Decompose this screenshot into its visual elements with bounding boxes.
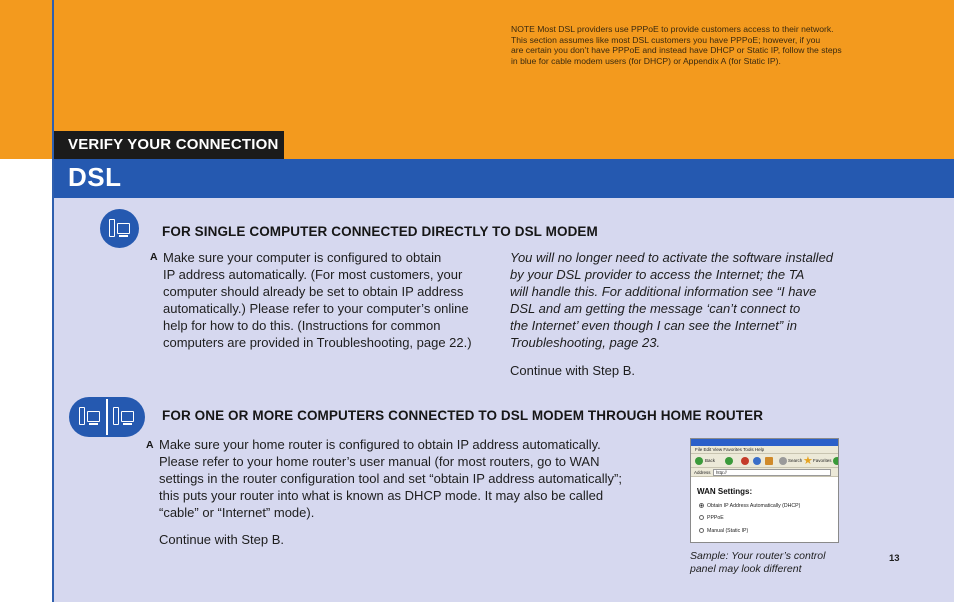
forward-icon <box>725 457 733 465</box>
wan-option <box>699 528 748 534</box>
address-value: http:// <box>716 470 727 475</box>
refresh-icon <box>753 457 761 465</box>
menu-bar: File Edit View Favorites Tools Help <box>691 446 838 454</box>
option-label: Manual (Static IP) <box>707 528 749 534</box>
text-line: the Internet’ even though I can see the Internet” in <box>510 318 797 333</box>
stop-icon <box>741 457 749 465</box>
dsl-title-bar <box>54 159 954 198</box>
text-line: Make sure your computer is configured to obtain <box>163 250 442 265</box>
continue-text: Continue with Step B. <box>510 363 636 378</box>
screenshot-caption <box>690 550 850 576</box>
left-rule <box>52 0 54 602</box>
single-computer-icon <box>100 209 139 248</box>
text-line: Troubleshooting, page 23. <box>510 335 661 350</box>
radio-icon <box>699 528 704 533</box>
text-line: DSL and am getting the message ‘can’t connect to <box>510 301 801 316</box>
text-line: “cable” or “Internet” mode). <box>159 505 315 520</box>
text-line: settings in the router configuration tool and set “obtain IP address automatically”; <box>159 471 622 486</box>
activation-note <box>510 249 860 351</box>
section-heading-home-router: FOR ONE OR MORE COMPUTERS CONNECTED TO DSL MODEM THROUGH HOME ROUTER <box>162 408 764 423</box>
text-line: panel may look different <box>690 563 802 575</box>
router-panel-screenshot <box>690 438 839 543</box>
router-instructions <box>159 436 669 521</box>
search-label: Search <box>788 458 803 463</box>
back-label: Back <box>705 458 716 463</box>
option-label: PPPoE <box>707 515 724 521</box>
text-line: by your DSL provider to access the Internet; the TA <box>510 267 805 282</box>
step-letter: A <box>150 251 158 263</box>
address-field <box>713 469 831 476</box>
text-line: You will no longer need to activate the software installed <box>510 250 834 265</box>
text-line: IP address automatically. (For most customers, your <box>163 267 463 282</box>
icon-divider <box>106 399 108 435</box>
search-icon <box>779 457 787 465</box>
note-line: are certain you don’t have PPPoE and instead have DHCP or Static IP, follow the steps <box>511 45 842 56</box>
address-label: Address <box>694 470 711 475</box>
left-margin <box>0 159 52 602</box>
continue-text: Continue with Step B. <box>159 532 285 547</box>
verify-connection-tab: VERIFY YOUR CONNECTION <box>54 131 284 159</box>
favorites-icon: ★ <box>803 455 813 467</box>
section-heading-single-computer: FOR SINGLE COMPUTER CONNECTED DIRECTLY TO DSL MODEM <box>162 224 598 239</box>
text-line: computer should already be set to obtain IP address <box>163 284 464 299</box>
two-computers-icon <box>69 397 145 437</box>
step-letter: A <box>146 439 154 451</box>
address-bar <box>691 468 838 477</box>
note-line: NOTE Most DSL providers use PPPoE to provide customers access to their network. <box>511 24 834 34</box>
text-line: Please refer to your home router’s user manual (for most routers, go to WAN <box>159 454 600 469</box>
browser-toolbar <box>691 454 838 468</box>
favorites-label: Favorites <box>813 458 832 463</box>
wan-settings-title: WAN Settings: <box>697 487 753 496</box>
text-line: this puts your router into what is known as DHCP mode. It may also be called <box>159 488 604 503</box>
text-line: help for how to do this. (Instructions for common <box>163 318 441 333</box>
text-line: computers are provided in Troubleshooting, page 22.) <box>163 335 472 350</box>
note-line: This section assumes like most DSL customers you have PPPoE; however, if you <box>511 34 821 45</box>
page-number: 13 <box>889 553 900 564</box>
option-label: Obtain IP Address Automatically (DHCP) <box>707 503 801 509</box>
note-line: in blue for cable modem users (for DHCP) or Appendix A (for Static IP). <box>511 55 781 66</box>
dsl-note <box>511 24 861 66</box>
text-line: Make sure your home router is configured to obtain IP address automatically. <box>159 437 601 452</box>
text-line: automatically.) Please refer to your computer’s online <box>163 301 469 316</box>
radio-icon <box>699 515 704 520</box>
wan-option <box>699 503 800 509</box>
back-icon <box>695 457 703 465</box>
page-title: DSL <box>68 162 122 192</box>
step-a-instructions <box>163 249 503 351</box>
window-titlebar <box>691 439 838 446</box>
wan-option <box>699 515 724 521</box>
media-icon <box>833 457 839 465</box>
text-line: will handle this. For additional information see “I have <box>510 284 817 299</box>
radio-selected-icon <box>699 503 704 508</box>
home-icon <box>765 457 773 465</box>
text-line: Sample: Your router’s control <box>690 550 826 562</box>
